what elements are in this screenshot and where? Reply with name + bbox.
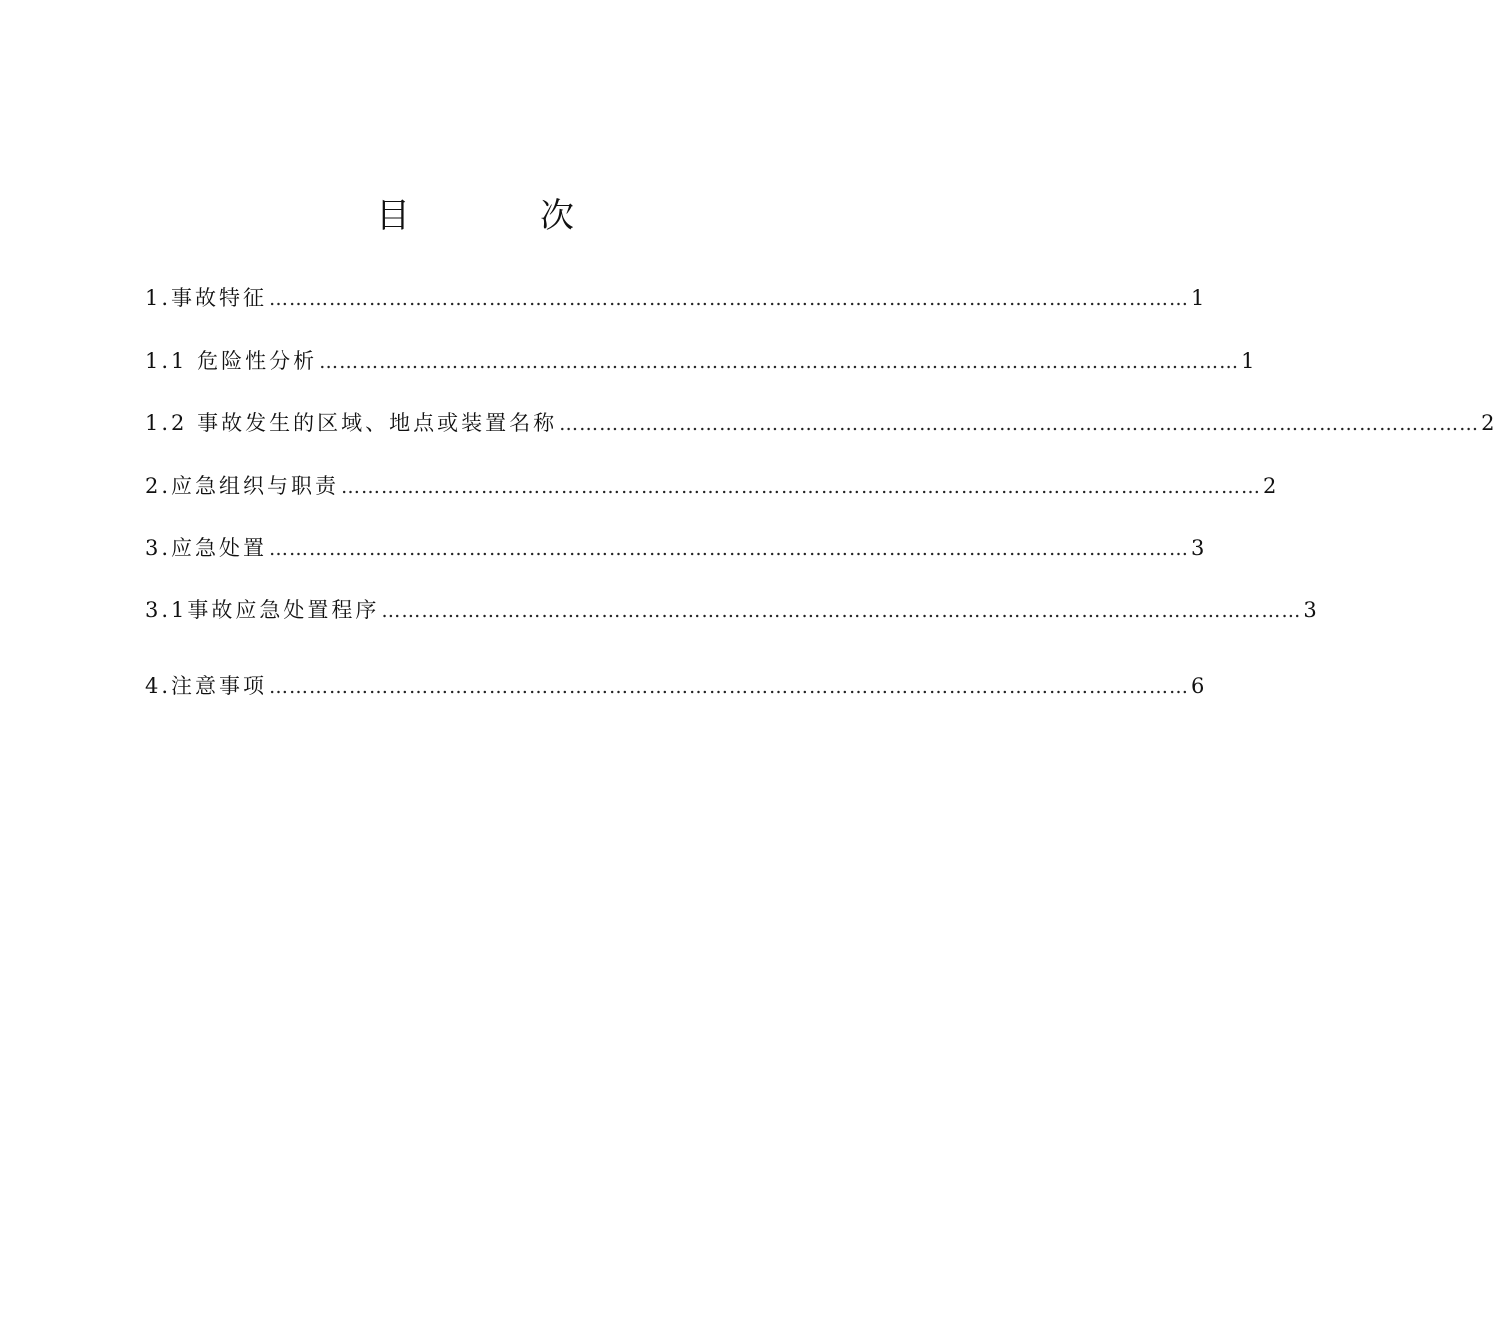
- toc-entry-page: 6: [1191, 674, 1205, 698]
- toc-entry-page: 1: [1241, 349, 1255, 373]
- toc-entry: [145, 471, 1277, 501]
- toc-entry: [145, 346, 1255, 376]
- toc-title: 目 次: [376, 196, 622, 236]
- toc-entry-label: 4.注意事项: [145, 674, 268, 698]
- toc-entry-page: 3: [1303, 598, 1317, 622]
- toc-entry-label: 3.1事故应急处置程序: [145, 598, 380, 622]
- toc-entry-label: 1.1 危险性分析: [145, 349, 318, 373]
- toc-entry: [145, 533, 1205, 563]
- toc-leader-dots: …………………………………………………………………………………………………………………………: [559, 413, 1480, 435]
- toc-entry-label: 2.应急组织与职责: [145, 474, 340, 498]
- toc-leader-dots: …………………………………………………………………………………………………………………………: [341, 476, 1262, 498]
- toc-entry-label: 1.事故特征: [145, 286, 268, 310]
- toc-entry: [145, 671, 1205, 701]
- toc-entry-page: 3: [1191, 536, 1205, 560]
- toc-leader-dots: …………………………………………………………………………………………………………………………: [269, 288, 1190, 310]
- toc-entry: [145, 595, 1317, 625]
- toc-entry-page: 2: [1263, 474, 1277, 498]
- toc-leader-dots: …………………………………………………………………………………………………………………………: [381, 600, 1302, 622]
- toc-leader-dots: …………………………………………………………………………………………………………………………: [319, 351, 1240, 373]
- toc-leader-dots: …………………………………………………………………………………………………………………………: [269, 538, 1190, 560]
- toc-entry: [145, 408, 1494, 438]
- toc-entry: [145, 283, 1205, 313]
- toc-entry-label: 3.应急处置: [145, 536, 268, 560]
- toc-entry-page: 1: [1191, 286, 1205, 310]
- toc-leader-dots: …………………………………………………………………………………………………………………………: [269, 676, 1190, 698]
- toc-entry-label: 1.2 事故发生的区域、地点或装置名称: [145, 411, 558, 435]
- toc-entry-page: 2: [1481, 411, 1494, 435]
